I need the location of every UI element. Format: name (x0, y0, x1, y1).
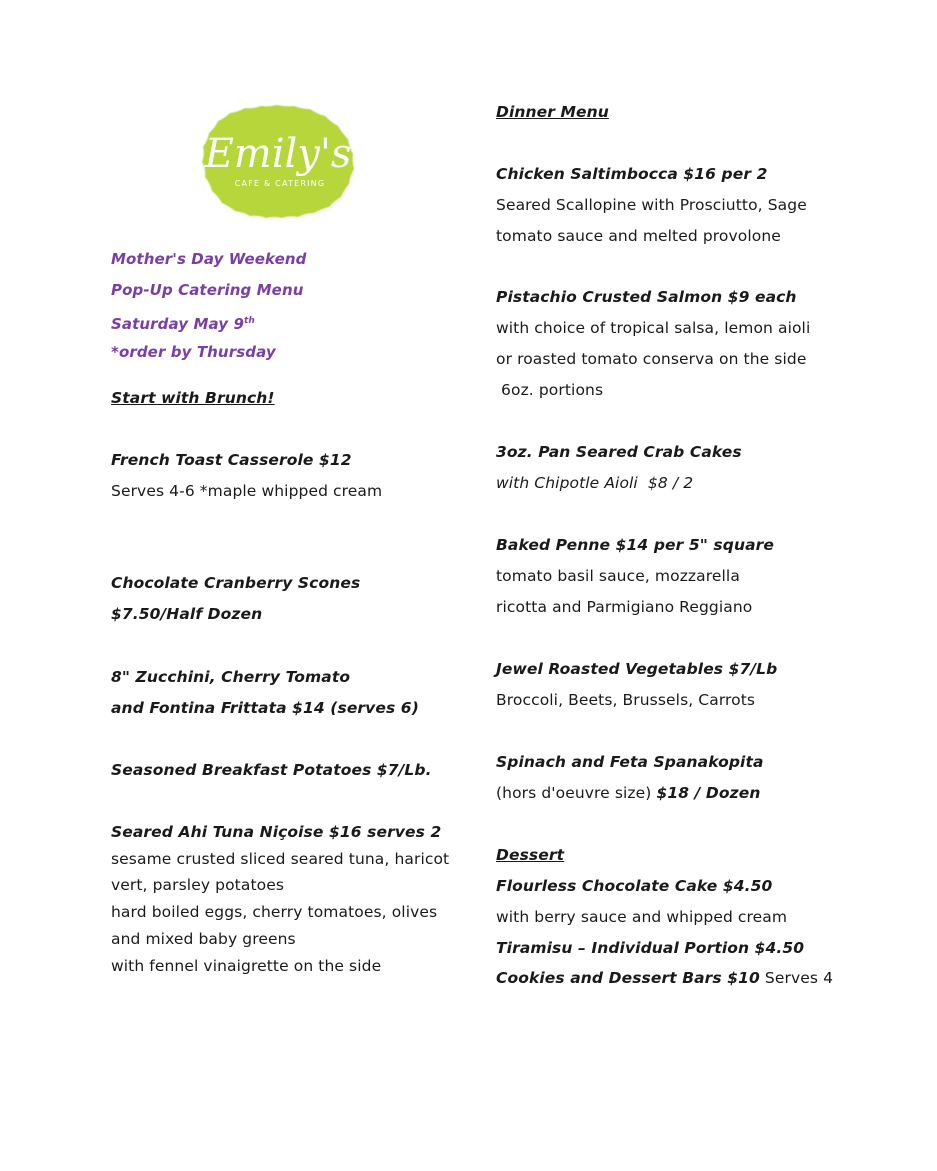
item-saltimbocca-title: Chicken Saltimbocca $16 per 2 (496, 165, 768, 183)
item-nicoise-desc-5: with fennel vinaigrette on the side (111, 957, 382, 975)
promo-line-3 (111, 311, 255, 334)
emilys-logo (196, 103, 358, 221)
item-tiramisu-title: Tiramisu – Individual Portion $4.50 (496, 939, 805, 957)
spanakopita-size: (hors d'oeuvre size) (496, 784, 657, 802)
item-vegetables-title: Jewel Roasted Vegetables $7/Lb (496, 660, 778, 678)
item-nicoise-desc-2: vert, parsley potatoes (111, 876, 285, 894)
promo-line-1: Mother's Day Weekend (111, 250, 307, 268)
item-scones-title: Chocolate Cranberry Scones (111, 574, 361, 592)
promo-date: Saturday May 9 (111, 315, 244, 333)
item-cake-title: Flourless Chocolate Cake $4.50 (496, 877, 773, 895)
item-potatoes-title: Seasoned Breakfast Potatoes $7/Lb. (111, 761, 432, 779)
item-saltimbocca-desc-1: Seared Scallopine with Prosciutto, Sage (496, 196, 807, 214)
item-salmon-title: Pistachio Crusted Salmon $9 each (496, 288, 797, 306)
item-vegetables-desc: Broccoli, Beets, Brussels, Carrots (496, 691, 756, 709)
dinner-heading: Dinner Menu (496, 103, 609, 121)
item-nicoise-desc-4: and mixed baby greens (111, 930, 296, 948)
item-spanakopita-desc (496, 783, 760, 803)
item-nicoise-title: Seared Ahi Tuna Niçoise $16 serves 2 (111, 823, 442, 841)
item-frittata-title-2: and Fontina Frittata $14 (serves 6) (111, 699, 419, 717)
item-french-toast-title: French Toast Casserole $12 (111, 451, 352, 469)
spanakopita-price: $18 / Dozen (656, 784, 761, 802)
item-french-toast-desc: Serves 4-6 *maple whipped cream (111, 482, 383, 500)
svg-text:Emily's: Emily's (204, 131, 352, 177)
promo-date-suffix: th (244, 316, 255, 326)
item-crab-cakes-title: 3oz. Pan Seared Crab Cakes (496, 443, 742, 461)
cookies-title: Cookies and Dessert Bars $10 (496, 969, 760, 987)
item-scones-price: $7.50/Half Dozen (111, 605, 263, 623)
promo-line-4: *order by Thursday (111, 343, 276, 361)
item-spanakopita-title: Spinach and Feta Spanakopita (496, 753, 764, 771)
item-nicoise-desc-3: hard boiled eggs, cherry tomatoes, olives (111, 903, 438, 921)
svg-text:CAFE & CATERING: CAFE & CATERING (234, 179, 326, 188)
item-penne-desc-1: tomato basil sauce, mozzarella (496, 567, 740, 585)
item-frittata-title: 8" Zucchini, Cherry Tomato (111, 668, 351, 686)
cookies-serves: Serves 4 (759, 969, 834, 987)
item-salmon-desc-1: with choice of tropical salsa, lemon aioli (496, 319, 811, 337)
item-penne-title: Baked Penne $14 per 5" square (496, 536, 774, 554)
item-cake-desc: with berry sauce and whipped cream (496, 908, 788, 926)
item-crab-cakes-desc: with Chipotle Aioli $8 / 2 (496, 474, 694, 492)
item-salmon-desc-2: or roasted tomato conserva on the side (496, 350, 807, 368)
logo-badge-icon (196, 103, 358, 221)
item-salmon-desc-3: 6oz. portions (496, 381, 604, 399)
item-saltimbocca-desc-2: tomato sauce and melted provolone (496, 227, 781, 245)
item-penne-desc-2: ricotta and Parmigiano Reggiano (496, 598, 753, 616)
dessert-heading: Dessert (496, 846, 565, 864)
brunch-heading: Start with Brunch! (111, 389, 275, 407)
item-cookies-line (496, 968, 833, 988)
promo-line-2: Pop-Up Catering Menu (111, 281, 304, 299)
item-nicoise-desc-1: sesame crusted sliced seared tuna, haricot (111, 850, 450, 868)
